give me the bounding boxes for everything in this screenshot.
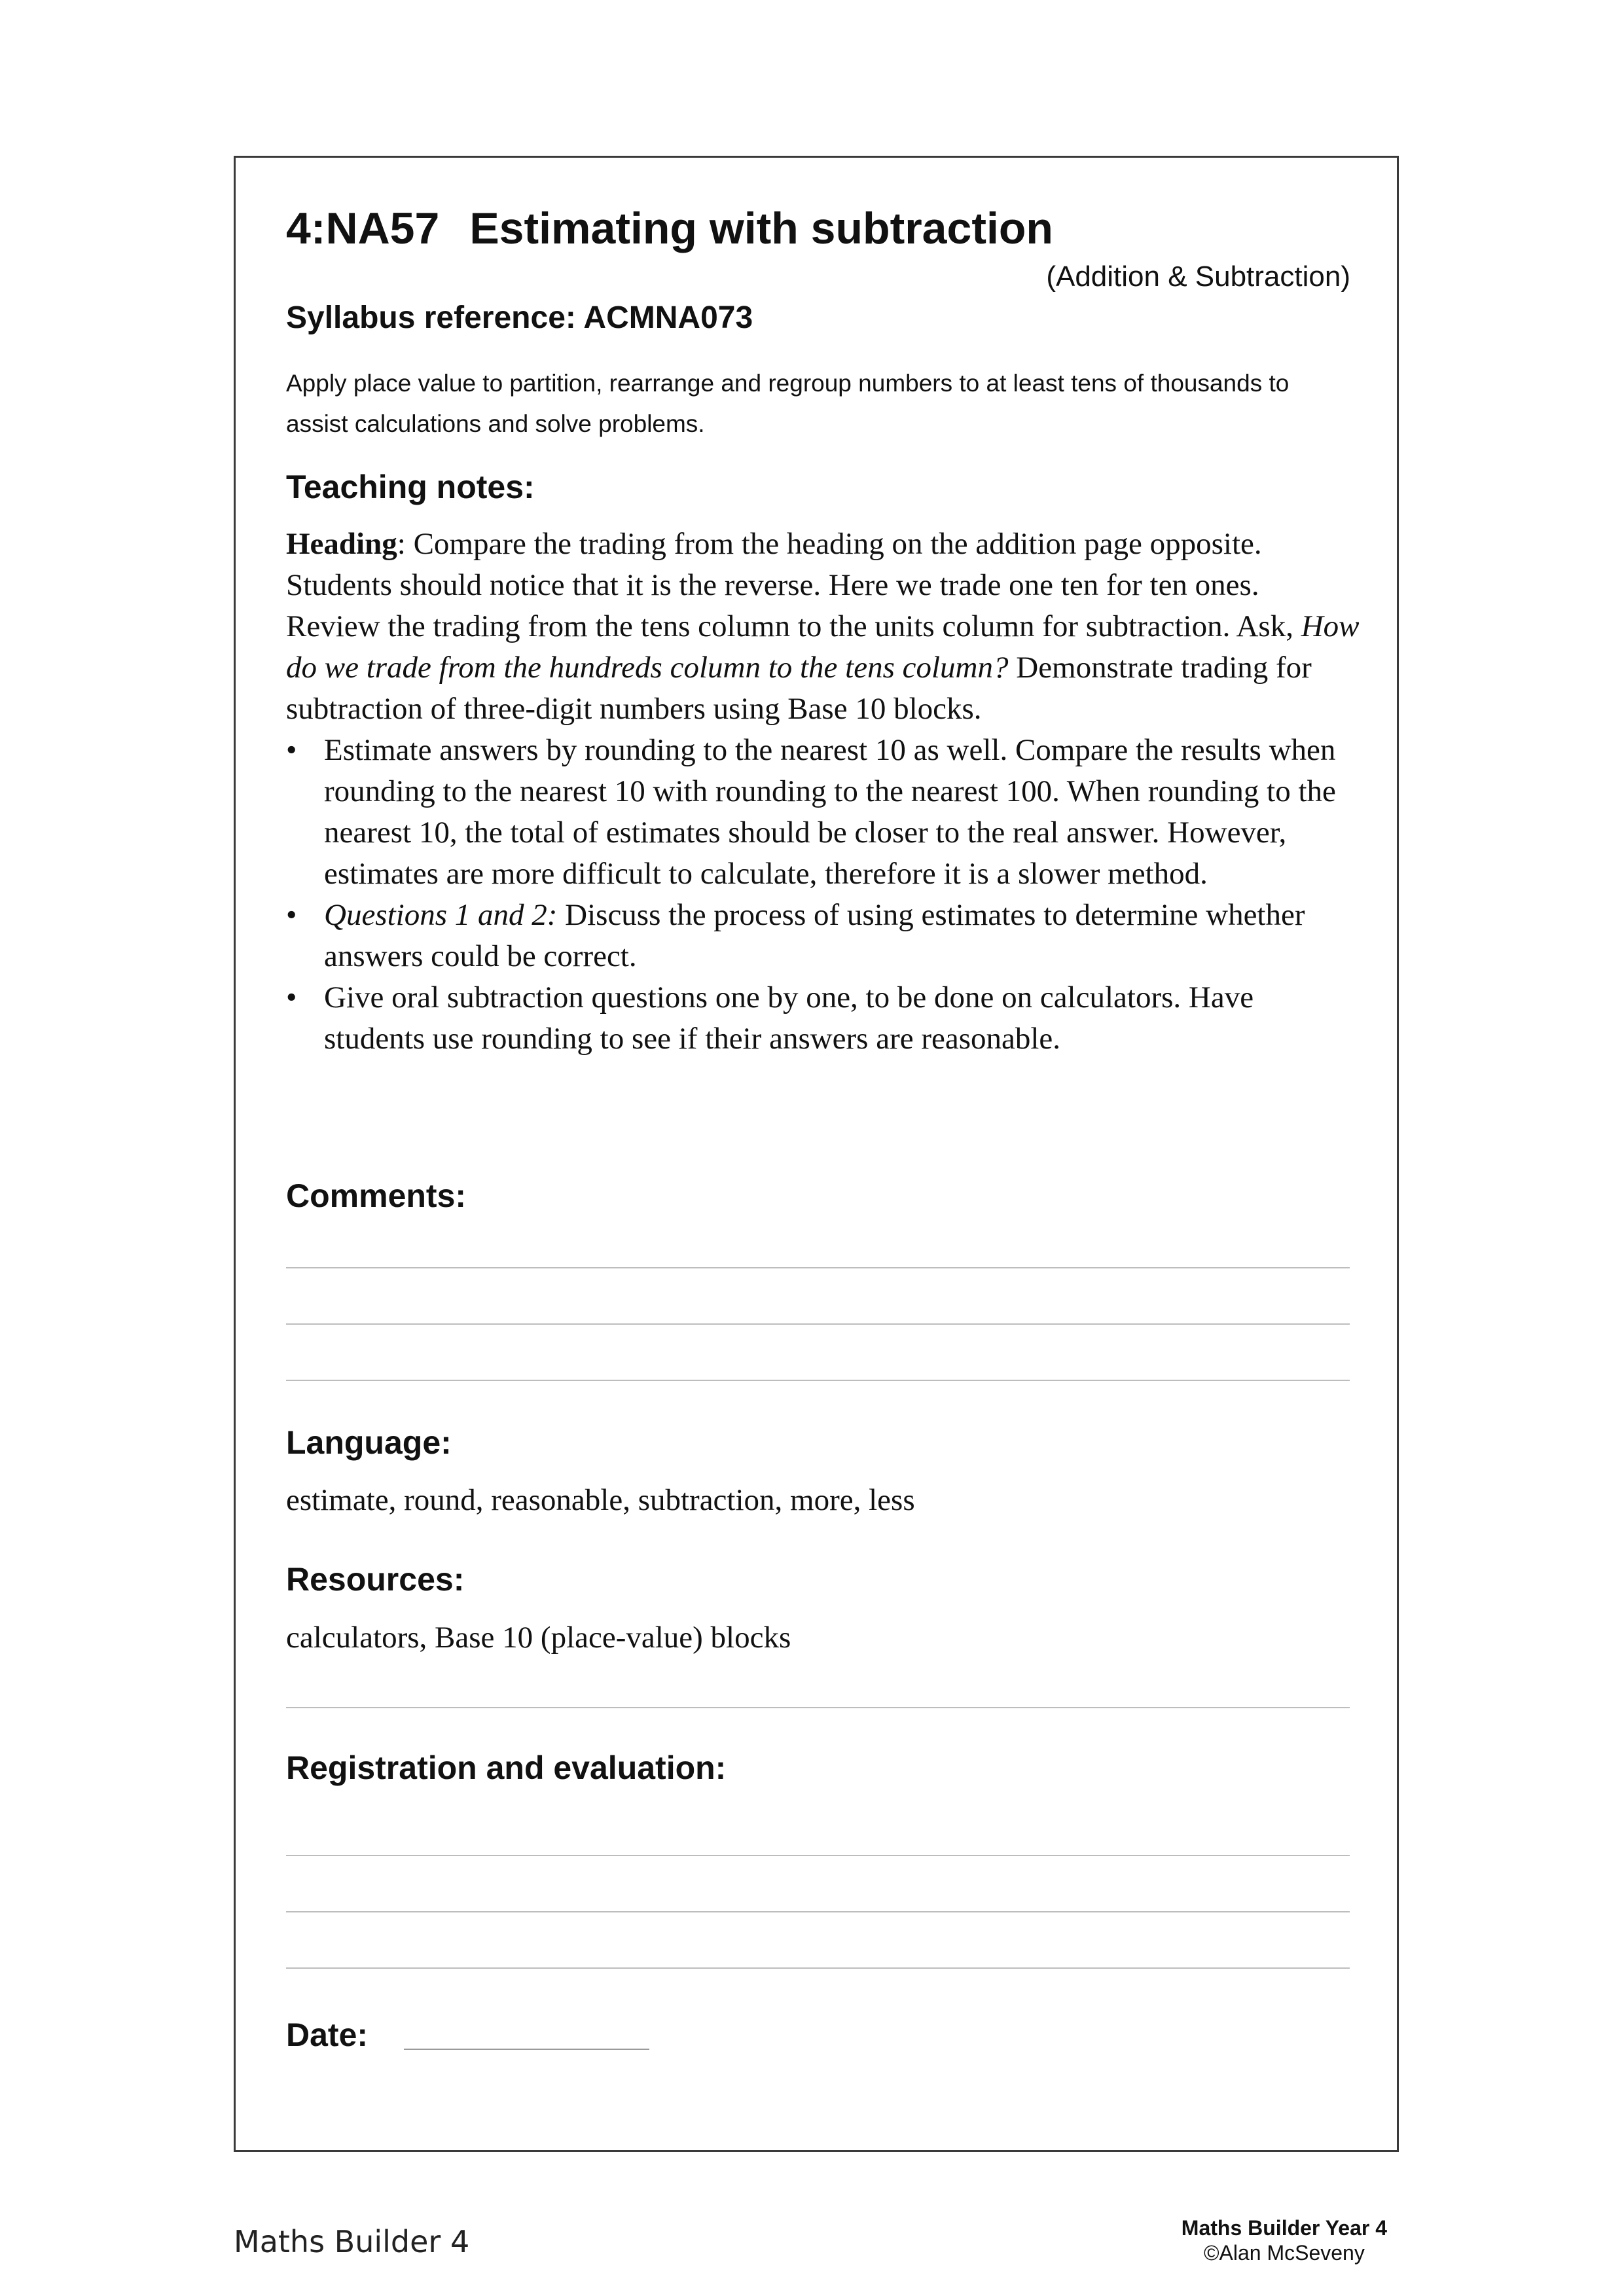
page-frame (234, 156, 1399, 2152)
footer-book-title: Maths Builder Year 4 (1181, 2216, 1387, 2240)
teaching-notes-body (286, 524, 1360, 1060)
lesson-code: 4:NA57 (286, 204, 440, 253)
comments-line[interactable] (286, 1323, 1350, 1325)
language-heading: Language: (286, 1424, 452, 1461)
intro-label: Heading (286, 527, 397, 561)
list-item: • Estimate answers by rounding to the nearest 10 as well. Compare the results when rounding to the nearest 10 with rounding to the nearest 100. When rounding to the nearest 10, the total of estimates should be closer to the real answer. However, estimates are more difficult to calculate, therefore it is a slower method. (286, 730, 1360, 895)
teaching-notes-intro: Heading: Compare the trading from the heading on the addition page opposite. Students should notice that it is the reverse. Here we trade one ten for ten ones. Review the trading from the tens column to the units column for subtraction. Ask, How do we trade from the hundreds column to the tens column? Demonstrate trading for subtraction of three-digit numbers using Base 10 blocks. (286, 527, 1360, 726)
footer-author: ©Alan McSeveny (1203, 2241, 1365, 2265)
strand-label: (Addition & Subtraction) (1046, 260, 1350, 293)
comments-line[interactable] (286, 1380, 1350, 1381)
registration-line[interactable] (286, 1967, 1350, 1969)
lesson-title: Estimating with subtraction (469, 204, 1053, 253)
registration-line[interactable] (286, 1855, 1350, 1856)
syllabus-reference: Syllabus reference: ACMNA073 (286, 300, 753, 335)
intro-question: How do we trade from the hundreds column to the tens column? (286, 609, 1360, 685)
comments-line[interactable] (286, 1267, 1350, 1268)
resources-text: calculators, Base 10 (place-value) blocks (286, 1621, 791, 1655)
resources-heading: Resources: (286, 1561, 465, 1598)
footer-copyright (1182, 2215, 1387, 2265)
registration-heading: Registration and evaluation: (286, 1749, 727, 1786)
registration-line[interactable] (286, 1911, 1350, 1912)
list-item: • Questions 1 and 2: Discuss the process of using estimates to determine whether answers could be correct. (286, 895, 1360, 977)
comments-heading: Comments: (286, 1177, 467, 1214)
teaching-notes-list (286, 730, 1360, 1060)
outcome-description: Apply place value to partition, rearrange and regroup numbers to at least tens of thousands to assist calculations and solve problems. (286, 370, 1290, 437)
page-title (286, 203, 1053, 254)
date-field[interactable] (404, 2049, 649, 2050)
footer-book-name: Maths Builder 4 (234, 2224, 470, 2259)
language-text: estimate, round, reasonable, subtraction, more, less (286, 1483, 915, 1517)
teaching-notes-heading: Teaching notes: (286, 469, 535, 505)
resources-line (286, 1707, 1350, 1708)
list-item: • Give oral subtraction questions one by one, to be done on calculators. Have students use rounding to see if their answers are reasonable. (286, 977, 1360, 1060)
date-label: Date: (286, 2017, 369, 2053)
